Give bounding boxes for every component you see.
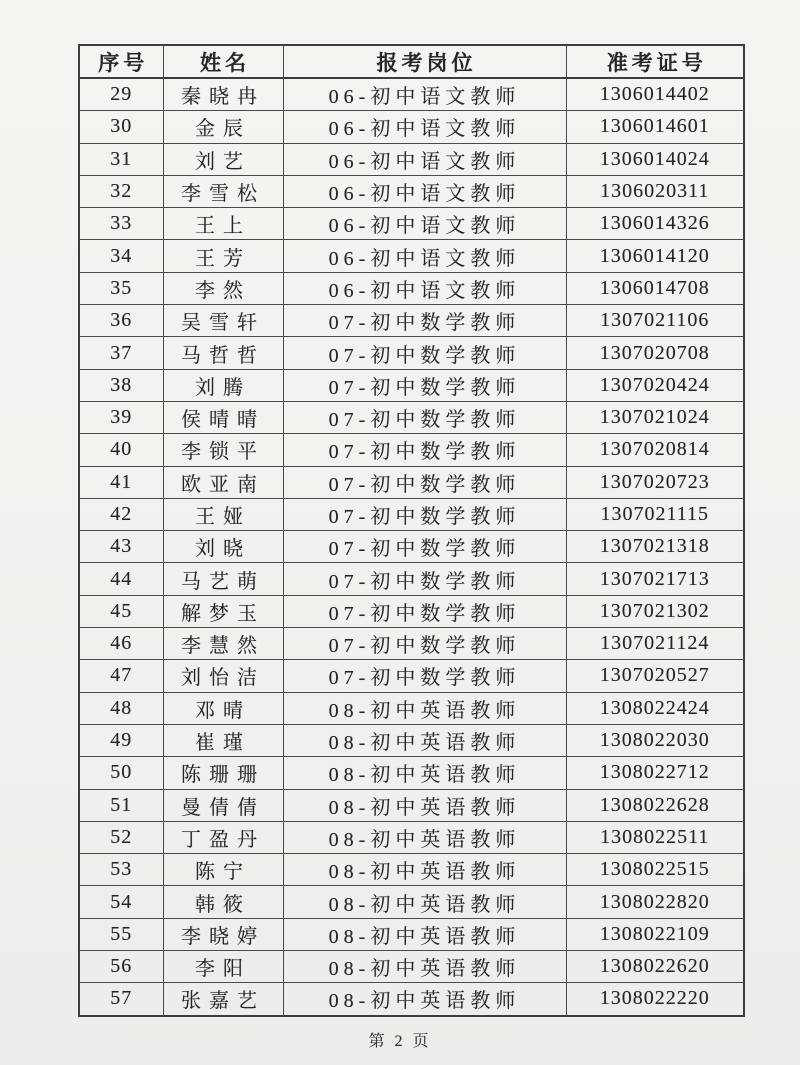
name-cell: 陈宁 [163,854,283,886]
name-cell: 李然 [163,272,283,304]
ticket-number-cell: 1307021302 [566,595,744,627]
table-row [79,240,744,272]
serial-cell: 30 [79,111,163,143]
position-cell: 07-初中数学教师 [283,434,566,466]
ticket-number-cell: 1306020311 [566,175,744,207]
name-cell: 刘晓 [163,531,283,563]
table-row [79,595,744,627]
serial-cell: 34 [79,240,163,272]
table-row [79,143,744,175]
table-row [79,305,744,337]
name-cell: 刘怡洁 [163,660,283,692]
table-header [79,45,744,78]
column-header: 序号 [79,45,163,78]
ticket-number-cell: 1308022511 [566,821,744,853]
ticket-number-cell: 1308022515 [566,854,744,886]
position-cell: 06-初中语文教师 [283,111,566,143]
ticket-number-cell: 1307021106 [566,305,744,337]
position-cell: 08-初中英语教师 [283,854,566,886]
serial-cell: 29 [79,78,163,111]
table-row [79,337,744,369]
serial-cell: 36 [79,305,163,337]
name-cell: 欧亚南 [163,466,283,498]
ticket-number-cell: 1306014120 [566,240,744,272]
position-cell: 07-初中数学教师 [283,563,566,595]
position-cell: 08-初中英语教师 [283,821,566,853]
candidate-roster-table [78,44,745,1017]
table-row [79,272,744,304]
name-cell: 曼倩倩 [163,789,283,821]
name-cell: 王上 [163,208,283,240]
position-cell: 08-初中英语教师 [283,951,566,983]
position-cell: 07-初中数学教师 [283,337,566,369]
position-cell: 06-初中语文教师 [283,175,566,207]
serial-cell: 54 [79,886,163,918]
name-cell: 王芳 [163,240,283,272]
table-row [79,466,744,498]
ticket-number-cell: 1306014601 [566,111,744,143]
table-row [79,854,744,886]
serial-cell: 31 [79,143,163,175]
table-row [79,821,744,853]
table-row [79,208,744,240]
name-cell: 王娅 [163,498,283,530]
serial-cell: 53 [79,854,163,886]
table-row [79,692,744,724]
table-row [79,886,744,918]
position-cell: 06-初中语文教师 [283,240,566,272]
ticket-number-cell: 1307021024 [566,401,744,433]
name-cell: 吴雪轩 [163,305,283,337]
serial-cell: 46 [79,628,163,660]
table-row [79,951,744,983]
position-cell: 07-初中数学教师 [283,369,566,401]
serial-cell: 39 [79,401,163,433]
ticket-number-cell: 1306014708 [566,272,744,304]
table-body [79,78,744,1016]
table-row [79,175,744,207]
position-cell: 07-初中数学教师 [283,531,566,563]
name-cell: 李锁平 [163,434,283,466]
name-cell: 马哲哲 [163,337,283,369]
serial-cell: 37 [79,337,163,369]
serial-cell: 47 [79,660,163,692]
serial-cell: 48 [79,692,163,724]
position-cell: 07-初中数学教师 [283,660,566,692]
serial-cell: 56 [79,951,163,983]
table-row [79,111,744,143]
name-cell: 李晓婷 [163,918,283,950]
name-cell: 丁盈丹 [163,821,283,853]
ticket-number-cell: 1307021713 [566,563,744,595]
table-row [79,563,744,595]
name-cell: 金辰 [163,111,283,143]
serial-cell: 45 [79,595,163,627]
table-row [79,498,744,530]
name-cell: 李阳 [163,951,283,983]
position-cell: 08-初中英语教师 [283,918,566,950]
position-cell: 08-初中英语教师 [283,886,566,918]
name-cell: 张嘉艺 [163,983,283,1016]
column-header: 报考岗位 [283,45,566,78]
column-header: 姓名 [163,45,283,78]
position-cell: 08-初中英语教师 [283,757,566,789]
table-row [79,789,744,821]
position-cell: 06-初中语文教师 [283,208,566,240]
table-row [79,724,744,756]
position-cell: 08-初中英语教师 [283,692,566,724]
serial-cell: 38 [79,369,163,401]
serial-cell: 43 [79,531,163,563]
serial-cell: 52 [79,821,163,853]
ticket-number-cell: 1308022424 [566,692,744,724]
table-row [79,628,744,660]
table-header-row [79,45,744,78]
ticket-number-cell: 1308022620 [566,951,744,983]
ticket-number-cell: 1308022220 [566,983,744,1016]
position-cell: 07-初中数学教师 [283,628,566,660]
position-cell: 07-初中数学教师 [283,305,566,337]
position-cell: 08-初中英语教师 [283,789,566,821]
serial-cell: 57 [79,983,163,1016]
name-cell: 李雪松 [163,175,283,207]
table-row [79,983,744,1016]
table-row [79,369,744,401]
name-cell: 韩筱 [163,886,283,918]
table-row [79,434,744,466]
position-cell: 06-初中语文教师 [283,143,566,175]
serial-cell: 44 [79,563,163,595]
ticket-number-cell: 1307020527 [566,660,744,692]
name-cell: 侯晴晴 [163,401,283,433]
ticket-number-cell: 1307021318 [566,531,744,563]
ticket-number-cell: 1308022628 [566,789,744,821]
ticket-number-cell: 1306014402 [566,78,744,111]
name-cell: 刘腾 [163,369,283,401]
name-cell: 解梦玉 [163,595,283,627]
serial-cell: 55 [79,918,163,950]
ticket-number-cell: 1307021124 [566,628,744,660]
column-header: 准考证号 [566,45,744,78]
name-cell: 崔瑾 [163,724,283,756]
position-cell: 07-初中数学教师 [283,498,566,530]
name-cell: 马艺萌 [163,563,283,595]
ticket-number-cell: 1307020424 [566,369,744,401]
serial-cell: 50 [79,757,163,789]
ticket-number-cell: 1307021115 [566,498,744,530]
serial-cell: 51 [79,789,163,821]
table-row [79,78,744,111]
position-cell: 06-初中语文教师 [283,78,566,111]
ticket-number-cell: 1307020814 [566,434,744,466]
serial-cell: 33 [79,208,163,240]
serial-cell: 49 [79,724,163,756]
name-cell: 李慧然 [163,628,283,660]
position-cell: 08-初中英语教师 [283,724,566,756]
table-row [79,660,744,692]
name-cell: 陈珊珊 [163,757,283,789]
name-cell: 刘艺 [163,143,283,175]
position-cell: 08-初中英语教师 [283,983,566,1016]
table-row [79,401,744,433]
table-row [79,757,744,789]
serial-cell: 42 [79,498,163,530]
page-number-label: 第 2 页 [368,1033,432,1050]
name-cell: 秦晓冉 [163,78,283,111]
position-cell: 07-初中数学教师 [283,401,566,433]
ticket-number-cell: 1308022820 [566,886,744,918]
ticket-number-cell: 1306014326 [566,208,744,240]
table-row [79,918,744,950]
serial-cell: 40 [79,434,163,466]
name-cell: 邓晴 [163,692,283,724]
ticket-number-cell: 1308022030 [566,724,744,756]
serial-cell: 41 [79,466,163,498]
position-cell: 07-初中数学教师 [283,595,566,627]
position-cell: 07-初中数学教师 [283,466,566,498]
serial-cell: 35 [79,272,163,304]
ticket-number-cell: 1307020708 [566,337,744,369]
table-row [79,531,744,563]
serial-cell: 32 [79,175,163,207]
ticket-number-cell: 1308022109 [566,918,744,950]
ticket-number-cell: 1306014024 [566,143,744,175]
ticket-number-cell: 1307020723 [566,466,744,498]
position-cell: 06-初中语文教师 [283,272,566,304]
ticket-number-cell: 1308022712 [566,757,744,789]
